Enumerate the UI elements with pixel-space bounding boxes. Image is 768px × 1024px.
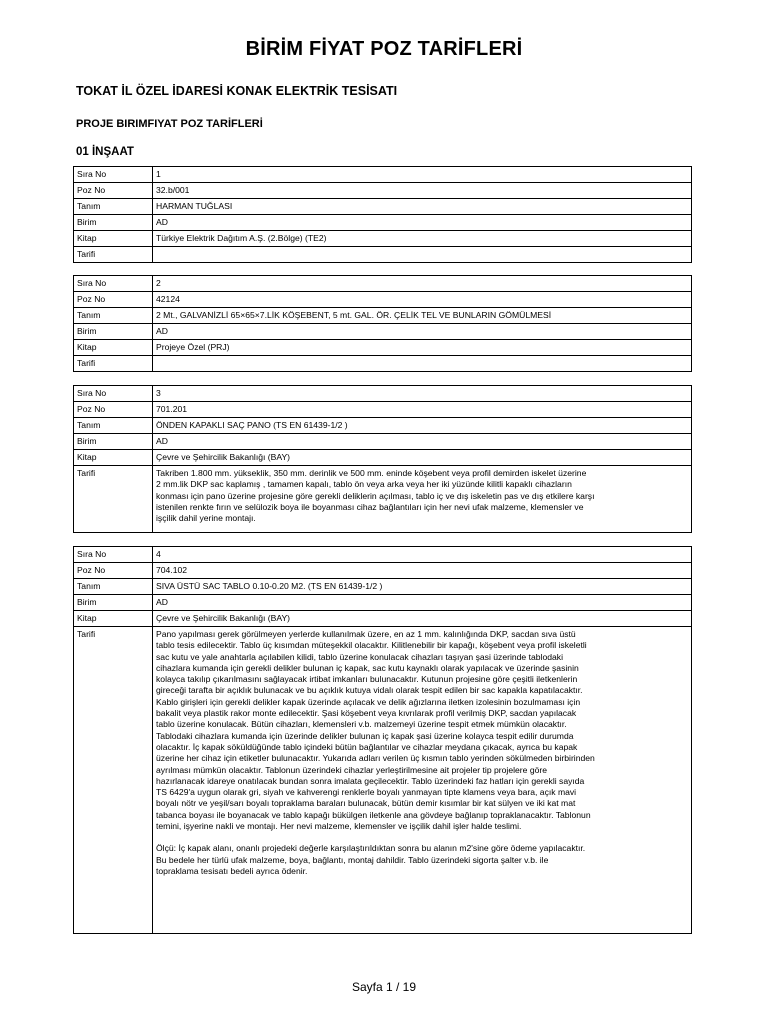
table-row <box>74 340 692 356</box>
label-poz-no: Poz No <box>74 183 153 199</box>
tarifi-text: Takriben 1.800 mm. yükseklik, 350 mm. derinlik ve 500 mm. eninde köşebent veya profil demirden iskelet üzerine 2 mm.lik DKP sac kaplamış , tamamen kapalı, tablo ön veya arka veya her iki yüzünde kilitli kapaklı cihazların konması için pano üzerine projesine göre gerekli deliklerin açılması, tablo iç ve dış iskeletin pas ve dış etkilere karşı istenilen renkte fırın ve selülozik boya ile boyanması cihaz bağlantıları için her nevi ufak malzeme, klemensler ve işçilik dahil yerine montajı. <box>156 468 595 524</box>
value-tarifi <box>153 356 692 372</box>
table-row <box>74 276 692 292</box>
poz-table-2 <box>73 275 692 372</box>
value-sira-no: 3 <box>153 386 692 402</box>
label-birim: Birim <box>74 595 153 611</box>
label-sira-no: Sıra No <box>74 276 153 292</box>
table-row <box>74 627 692 934</box>
value-tarifi <box>153 627 692 934</box>
poz-table-1 <box>73 166 692 263</box>
label-tanim: Tanım <box>74 199 153 215</box>
value-poz-no: 704.102 <box>153 563 692 579</box>
table-row <box>74 292 692 308</box>
value-kitap: Çevre ve Şehircilik Bakanlığı (BAY) <box>153 611 692 627</box>
page-number: Sayfa 1 / 19 <box>351 980 417 994</box>
table-row <box>74 308 692 324</box>
label-tanim: Tanım <box>74 579 153 595</box>
tarifi-olcu-text: Ölçü: İç kapak alanı, onanlı projedeki değerle karşılaştırıldıktan sonra bu alanın m2'sine göre ödeme yapılacaktır. Bu bedele her türlü ufak malzeme, boya, bağlantı, montaj dahildir. Tablo üzerindeki sigorta şalter v.b. ile topraklama tesisatı bedeli ayrıca ödenir. <box>156 843 586 876</box>
table-row <box>74 386 692 402</box>
value-birim: AD <box>153 215 692 231</box>
value-kitap: Çevre ve Şehircilik Bakanlığı (BAY) <box>153 450 692 466</box>
table-row <box>74 563 692 579</box>
value-kitap: Projeye Özel (PRJ) <box>153 340 692 356</box>
value-tanim: SIVA ÜSTÜ SAC TABLO 0.10-0.20 M2. (TS EN 61439-1/2 ) <box>153 579 692 595</box>
document-title: BİRİM FİYAT POZ TARİFLERİ <box>245 38 523 60</box>
value-birim: AD <box>153 434 692 450</box>
table-row <box>74 611 692 627</box>
label-kitap: Kitap <box>74 450 153 466</box>
value-tanim: 2 Mt., GALVANİZLİ 65×65×7.LİK KÖŞEBENT, 5 mt. GAL. ÖR. ÇELİK TEL VE BUNLARIN GÖMÜLMESİ <box>153 308 692 324</box>
label-poz-no: Poz No <box>74 402 153 418</box>
value-poz-no: 42124 <box>153 292 692 308</box>
table-row <box>74 418 692 434</box>
value-birim: AD <box>153 595 692 611</box>
label-poz-no: Poz No <box>74 563 153 579</box>
label-kitap: Kitap <box>74 611 153 627</box>
value-tarifi <box>153 466 692 533</box>
table-row <box>74 247 692 263</box>
label-tarifi: Tarifi <box>74 356 153 372</box>
label-tarifi: Tarifi <box>74 247 153 263</box>
label-tanim: Tanım <box>74 418 153 434</box>
table-row <box>74 167 692 183</box>
table-row <box>74 324 692 340</box>
label-birim: Birim <box>74 215 153 231</box>
label-tarifi: Tarifi <box>74 466 153 533</box>
table-row <box>74 579 692 595</box>
value-sira-no: 4 <box>153 547 692 563</box>
poz-table-4 <box>73 546 692 934</box>
label-kitap: Kitap <box>74 231 153 247</box>
value-birim: AD <box>153 324 692 340</box>
label-birim: Birim <box>74 434 153 450</box>
project-subtitle: TOKAT İL ÖZEL İDARESİ KONAK ELEKTRİK TESİSATI <box>76 84 398 98</box>
table-row <box>74 215 692 231</box>
tarifi-text: Pano yapılması gerek görülmeyen yerlerde kullanılmak üzere, en az 1 mm. kalınlığında DKP, sacdan sıva üstü tablo tesis edilecektir. Tablo üç kısımdan müteşekkil olacaktır. Kilitlenebilir bir kapağı, köşebent veya profil iskeletli sac kutu ve yale anahtarla açılabilen kilidi, tablo üzerine konulacak cihazları taşıyan şasi üzerinde tablodaki cihazlara kumanda için gerekli delikler bulunan iç kapak, sac kutu kaynaklı olarak yapılacak ve üzerinde şasinin kolayca takılıp çıkarılmasını sağlayacak irtibat imkanları bulunacaktır. Kutunun projesine göre çeşitli iletkenlerin gireceği tarafta bir açıklık bulunacak ve bu açıklık kutuya vidalı olarak tespit edilen bir sac kapakla kapatılacaktır. Kablo girişleri için gerekli delikler kapak üzerinde açılacak ve delik ağızlarına iletken izolesinin bozulmaması için bakalit veya plastik rakor monte edilecektir. Şasi köşebent veya kıvrılarak profil verilmiş DKP, sacdan yapılacak tablo üzerine konulacak. Bütün cihazları, klemensleri v.b. malzemeyi üzerine tespit etmek mümkün olacaktır. Tablodaki cihazlara kumanda için üzerinde delikler bulunan iç kapak şasi üzerine kolayca tespit edilir durumda olacaktır. İç kapak söküldüğünde tablo içindeki bütün bağlantılar ve cihazlar meydana çıkacak, ayrıca bu kapak üzerine her cihaz için etiketler bulunacaktır. Yukarıda adları verilen üç kısmın tablo yerinden sökülmeden birbirinden ayrılması mümkün olacaktır. Tablonun üzerindeki cihazlar yerleştirilmesine ait projeler tip projelere göre hazırlanacak idareye onatılacak bundan sonra imalata geçilecektir. Tablo üzerindeki faz hatları için gerekli sayıda TS 6429'a uygun olarak gri, siyah ve kahverengi renklerle boyalı yanmayan tipte klamens veya bara, açık mavi boyalı nötr ve yeşil/sarı boyalı topraklama baraları bulunacak, bütün demir kısımlar bir kat sülyen ve iki kat mat tabanca boyası ile boyanacak ve tablo kapağı bükülgen iletkenle ana gövdeye bağlanıp topraklanacaktır. Tablonun temini, işyerine nakli ve montajı. Her nevi malzeme, klemensler ve işçilik dahil işler halde teslimi. <box>156 629 595 832</box>
label-poz-no: Poz No <box>74 292 153 308</box>
label-tarifi: Tarifi <box>74 627 153 934</box>
chapter-heading: 01 İNŞAAT <box>76 146 134 158</box>
table-row <box>74 466 692 533</box>
table-row <box>74 547 692 563</box>
table-row <box>74 595 692 611</box>
label-sira-no: Sıra No <box>74 547 153 563</box>
value-sira-no: 2 <box>153 276 692 292</box>
table-row <box>74 402 692 418</box>
value-tanim: HARMAN TUĞLASI <box>153 199 692 215</box>
value-poz-no: 701.201 <box>153 402 692 418</box>
value-poz-no: 32.b/001 <box>153 183 692 199</box>
label-birim: Birim <box>74 324 153 340</box>
poz-table-3 <box>73 385 692 533</box>
label-sira-no: Sıra No <box>74 167 153 183</box>
label-tanim: Tanım <box>74 308 153 324</box>
table-row <box>74 356 692 372</box>
table-row <box>74 183 692 199</box>
value-kitap: Türkiye Elektrik Dağıtım A.Ş. (2.Bölge) (TE2) <box>153 231 692 247</box>
value-sira-no: 1 <box>153 167 692 183</box>
label-sira-no: Sıra No <box>74 386 153 402</box>
table-row <box>74 434 692 450</box>
value-tanim: ÖNDEN KAPAKLI SAÇ PANO (TS EN 61439-1/2 ) <box>153 418 692 434</box>
value-tarifi <box>153 247 692 263</box>
section-heading: PROJE BIRIMFIYAT POZ TARİFLERİ <box>76 118 263 130</box>
table-row <box>74 231 692 247</box>
table-row <box>74 199 692 215</box>
label-kitap: Kitap <box>74 340 153 356</box>
table-row <box>74 450 692 466</box>
